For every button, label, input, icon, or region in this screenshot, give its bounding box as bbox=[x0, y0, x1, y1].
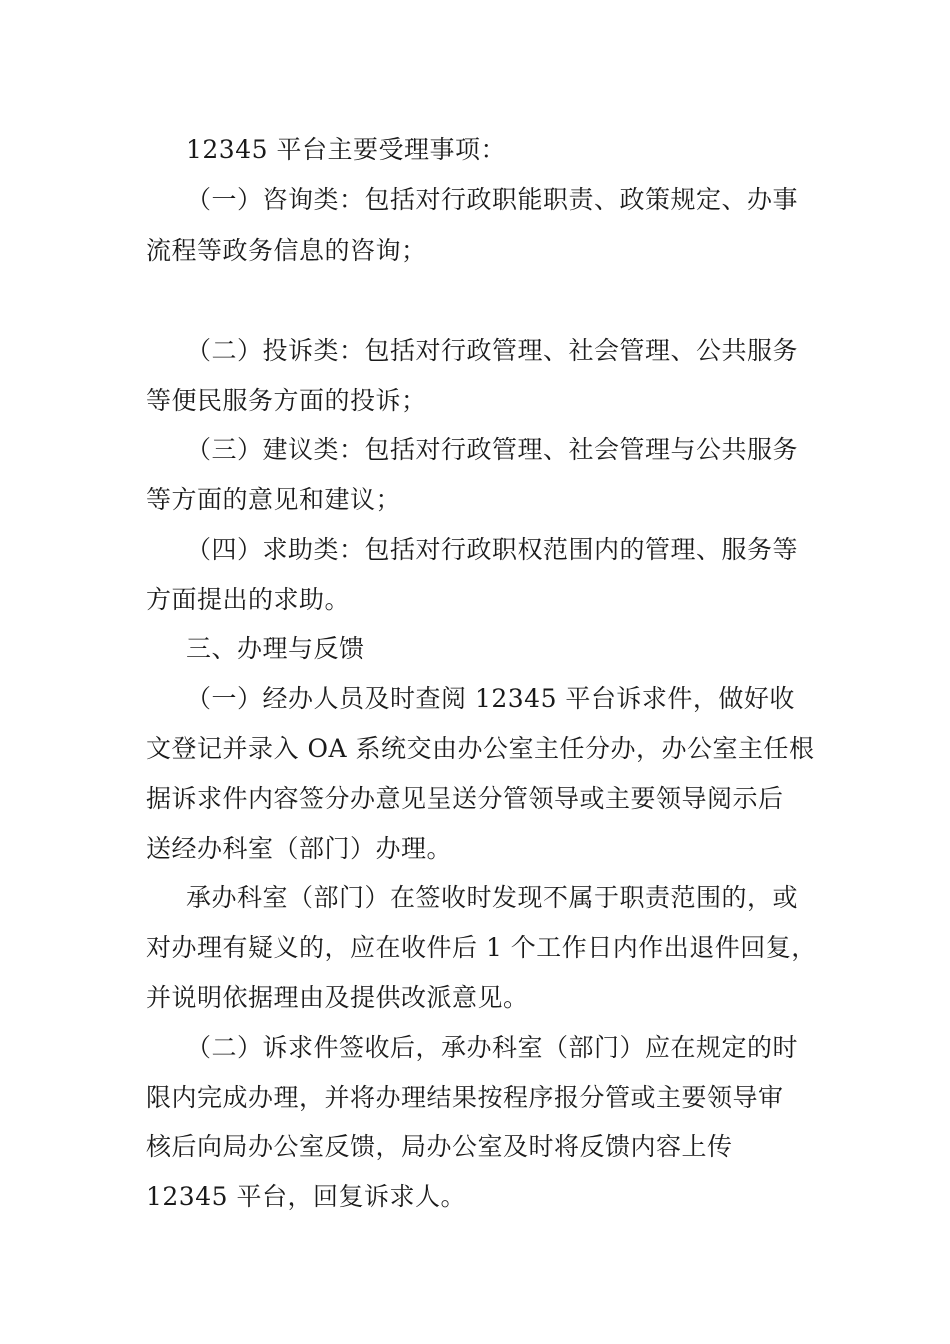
paragraph-line: 等方面的意见和建议； bbox=[146, 485, 402, 514]
paragraph-line: 送经办科室（部门）办理。 bbox=[146, 834, 453, 863]
section-heading: 三、办理与反馈 bbox=[186, 634, 365, 663]
paragraph-line: （二）投诉类：包括对行政管理、社会管理、公共服务 bbox=[186, 336, 799, 365]
paragraph-line: 承办科室（部门）在签收时发现不属于职责范围的，或 bbox=[186, 883, 799, 912]
paragraph-line: 并说明依据理由及提供改派意见。 bbox=[146, 983, 529, 1012]
paragraph-line: 流程等政务信息的咨询； bbox=[146, 236, 427, 265]
paragraph-line: （三）建议类：包括对行政管理、社会管理与公共服务 bbox=[186, 435, 799, 464]
paragraph-line: 12345 平台，回复诉求人。 bbox=[146, 1182, 466, 1211]
paragraph-line: 核后向局办公室反馈，局办公室及时将反馈内容上传 bbox=[146, 1132, 733, 1161]
paragraph-line: 12345 平台主要受理事项： bbox=[186, 135, 506, 164]
paragraph-line: 据诉求件内容签分办意见呈送分管领导或主要领导阅示后 bbox=[146, 784, 784, 813]
paragraph-line: 文登记并录入 OA 系统交由办公室主任分办，办公室主任根 bbox=[146, 734, 815, 763]
paragraph-line: 对办理有疑义的，应在收件后 1 个工作日内作出退件回复， bbox=[146, 933, 817, 962]
paragraph-line: 方面提出的求助。 bbox=[146, 585, 351, 614]
paragraph-line: （四）求助类：包括对行政职权范围内的管理、服务等 bbox=[186, 535, 799, 564]
paragraph-line: （一）经办人员及时查阅 12345 平台诉求件，做好收 bbox=[186, 684, 795, 713]
paragraph-line: 限内完成办理，并将办理结果按程序报分管或主要领导审 bbox=[146, 1083, 784, 1112]
paragraph-line: 等便民服务方面的投诉； bbox=[146, 386, 427, 415]
paragraph-line: （一）咨询类：包括对行政职能职责、政策规定、办事 bbox=[186, 185, 799, 214]
paragraph-line: （二）诉求件签收后，承办科室（部门）应在规定的时 bbox=[186, 1033, 799, 1062]
